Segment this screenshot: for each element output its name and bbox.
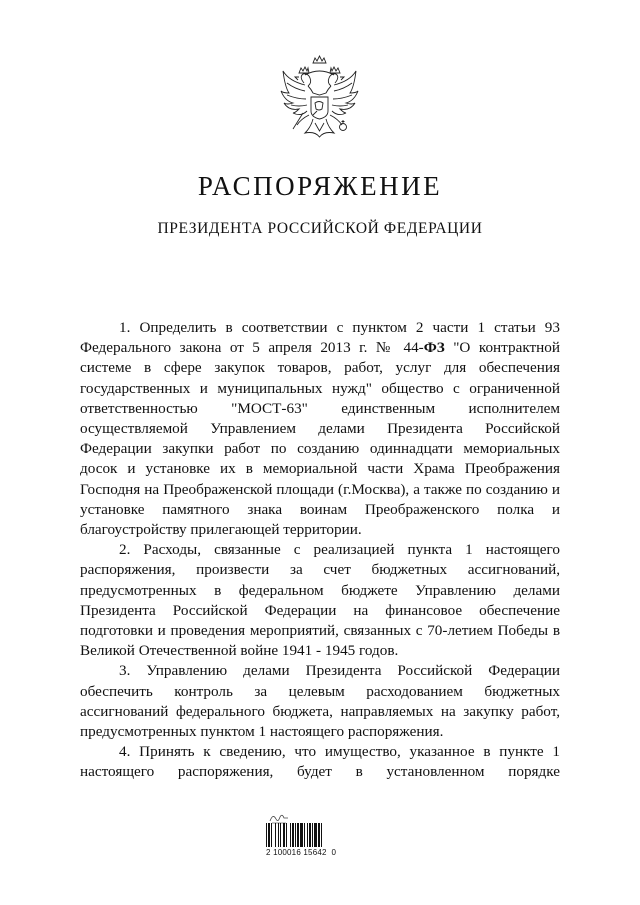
paragraph-2	[80, 540, 560, 661]
paragraph-2-text: 2. Расходы, связанные с реализацией пункта 1 настоящего распоряжения, произвести за счет бюджетных ассигнований, предусмотренных в федеральном бюджете Управлению делами Президента Российской Федерации на финансовое обеспечение подготовки и проведения мероприятий, связанных с 70-летием Победы в Великой Отечественной войне 1941 - 1945 годов.	[80, 541, 560, 660]
barcode-bar	[295, 823, 296, 847]
barcode-icon	[266, 823, 348, 847]
paragraph-3	[80, 661, 560, 742]
barcode-bar	[312, 823, 313, 847]
barcode-bar	[300, 823, 303, 847]
barcode-bar	[271, 823, 272, 847]
barcode-bar	[297, 823, 299, 847]
barcode-bar	[278, 823, 279, 847]
document-title: РАСПОРЯЖЕНИЕ	[197, 171, 443, 201]
barcode-bar	[268, 823, 270, 847]
paragraph-4	[80, 742, 560, 782]
barcode-bar	[304, 823, 305, 847]
barcode-bar	[292, 823, 294, 847]
paragraph-3-text: 3. Управлению делами Президента Российской Федерации обеспечить контроль за целевым расходованием бюджетных ассигнований федерального бюджета, направляемых на закупку работ, предусмотренных пунктом 1 настоящего распоряжения.	[80, 662, 560, 741]
barcode-bar	[314, 823, 317, 847]
barcode-bar	[307, 823, 308, 847]
barcode-bar	[266, 823, 267, 847]
document-subtitle: ПРЕЗИДЕНТА РОССИЙСКОЙ ФЕДЕРАЦИИ	[157, 220, 483, 237]
barcode-block	[266, 823, 348, 858]
barcode-bar	[286, 823, 287, 847]
barcode-bar	[280, 823, 281, 847]
barcode-bar	[283, 823, 285, 847]
barcode-bar	[275, 823, 276, 847]
paragraph-1-bold-text: ФЗ	[423, 339, 445, 357]
barcode-number: 2 100016 15642 0	[266, 848, 337, 857]
paragraph-1	[80, 318, 560, 540]
document-body	[80, 318, 560, 783]
barcode-bar	[321, 823, 322, 847]
barcode-bar	[318, 823, 320, 847]
paragraph-1-text-end: "О контрактной системе в сфере закупок товаров, работ, услуг для обеспечения государственных и муниципальных нужд" общество с ограниченной ответственностью "МОСТ-63" единственным исполнителем осуществляемой Управлением делами Президента Российской Федерации закупки работ по созданию одиннадцати мемориальных досок и установке их в мемориальной части Храма Преображения Господня на Преображенской площади (г.Москва), а также по созданию и установке памятного знака воинам Преображенского полка и благоустройству прилегающей территории.	[80, 339, 560, 539]
paragraph-1-text-start: 1. Определить в соответствии с пунктом 2 части 1 статьи 93 Федерального закона от 5 апреля 2013 г. № 44-	[80, 319, 560, 357]
russian-coat-of-arms-icon	[275, 53, 364, 143]
barcode-bar	[290, 823, 291, 847]
barcode-bar	[309, 823, 311, 847]
paragraph-4-text: 4. Принять к сведению, что имущество, указанное в пункте 1 настоящего распоряжения, будет в установленном порядке	[80, 743, 560, 781]
